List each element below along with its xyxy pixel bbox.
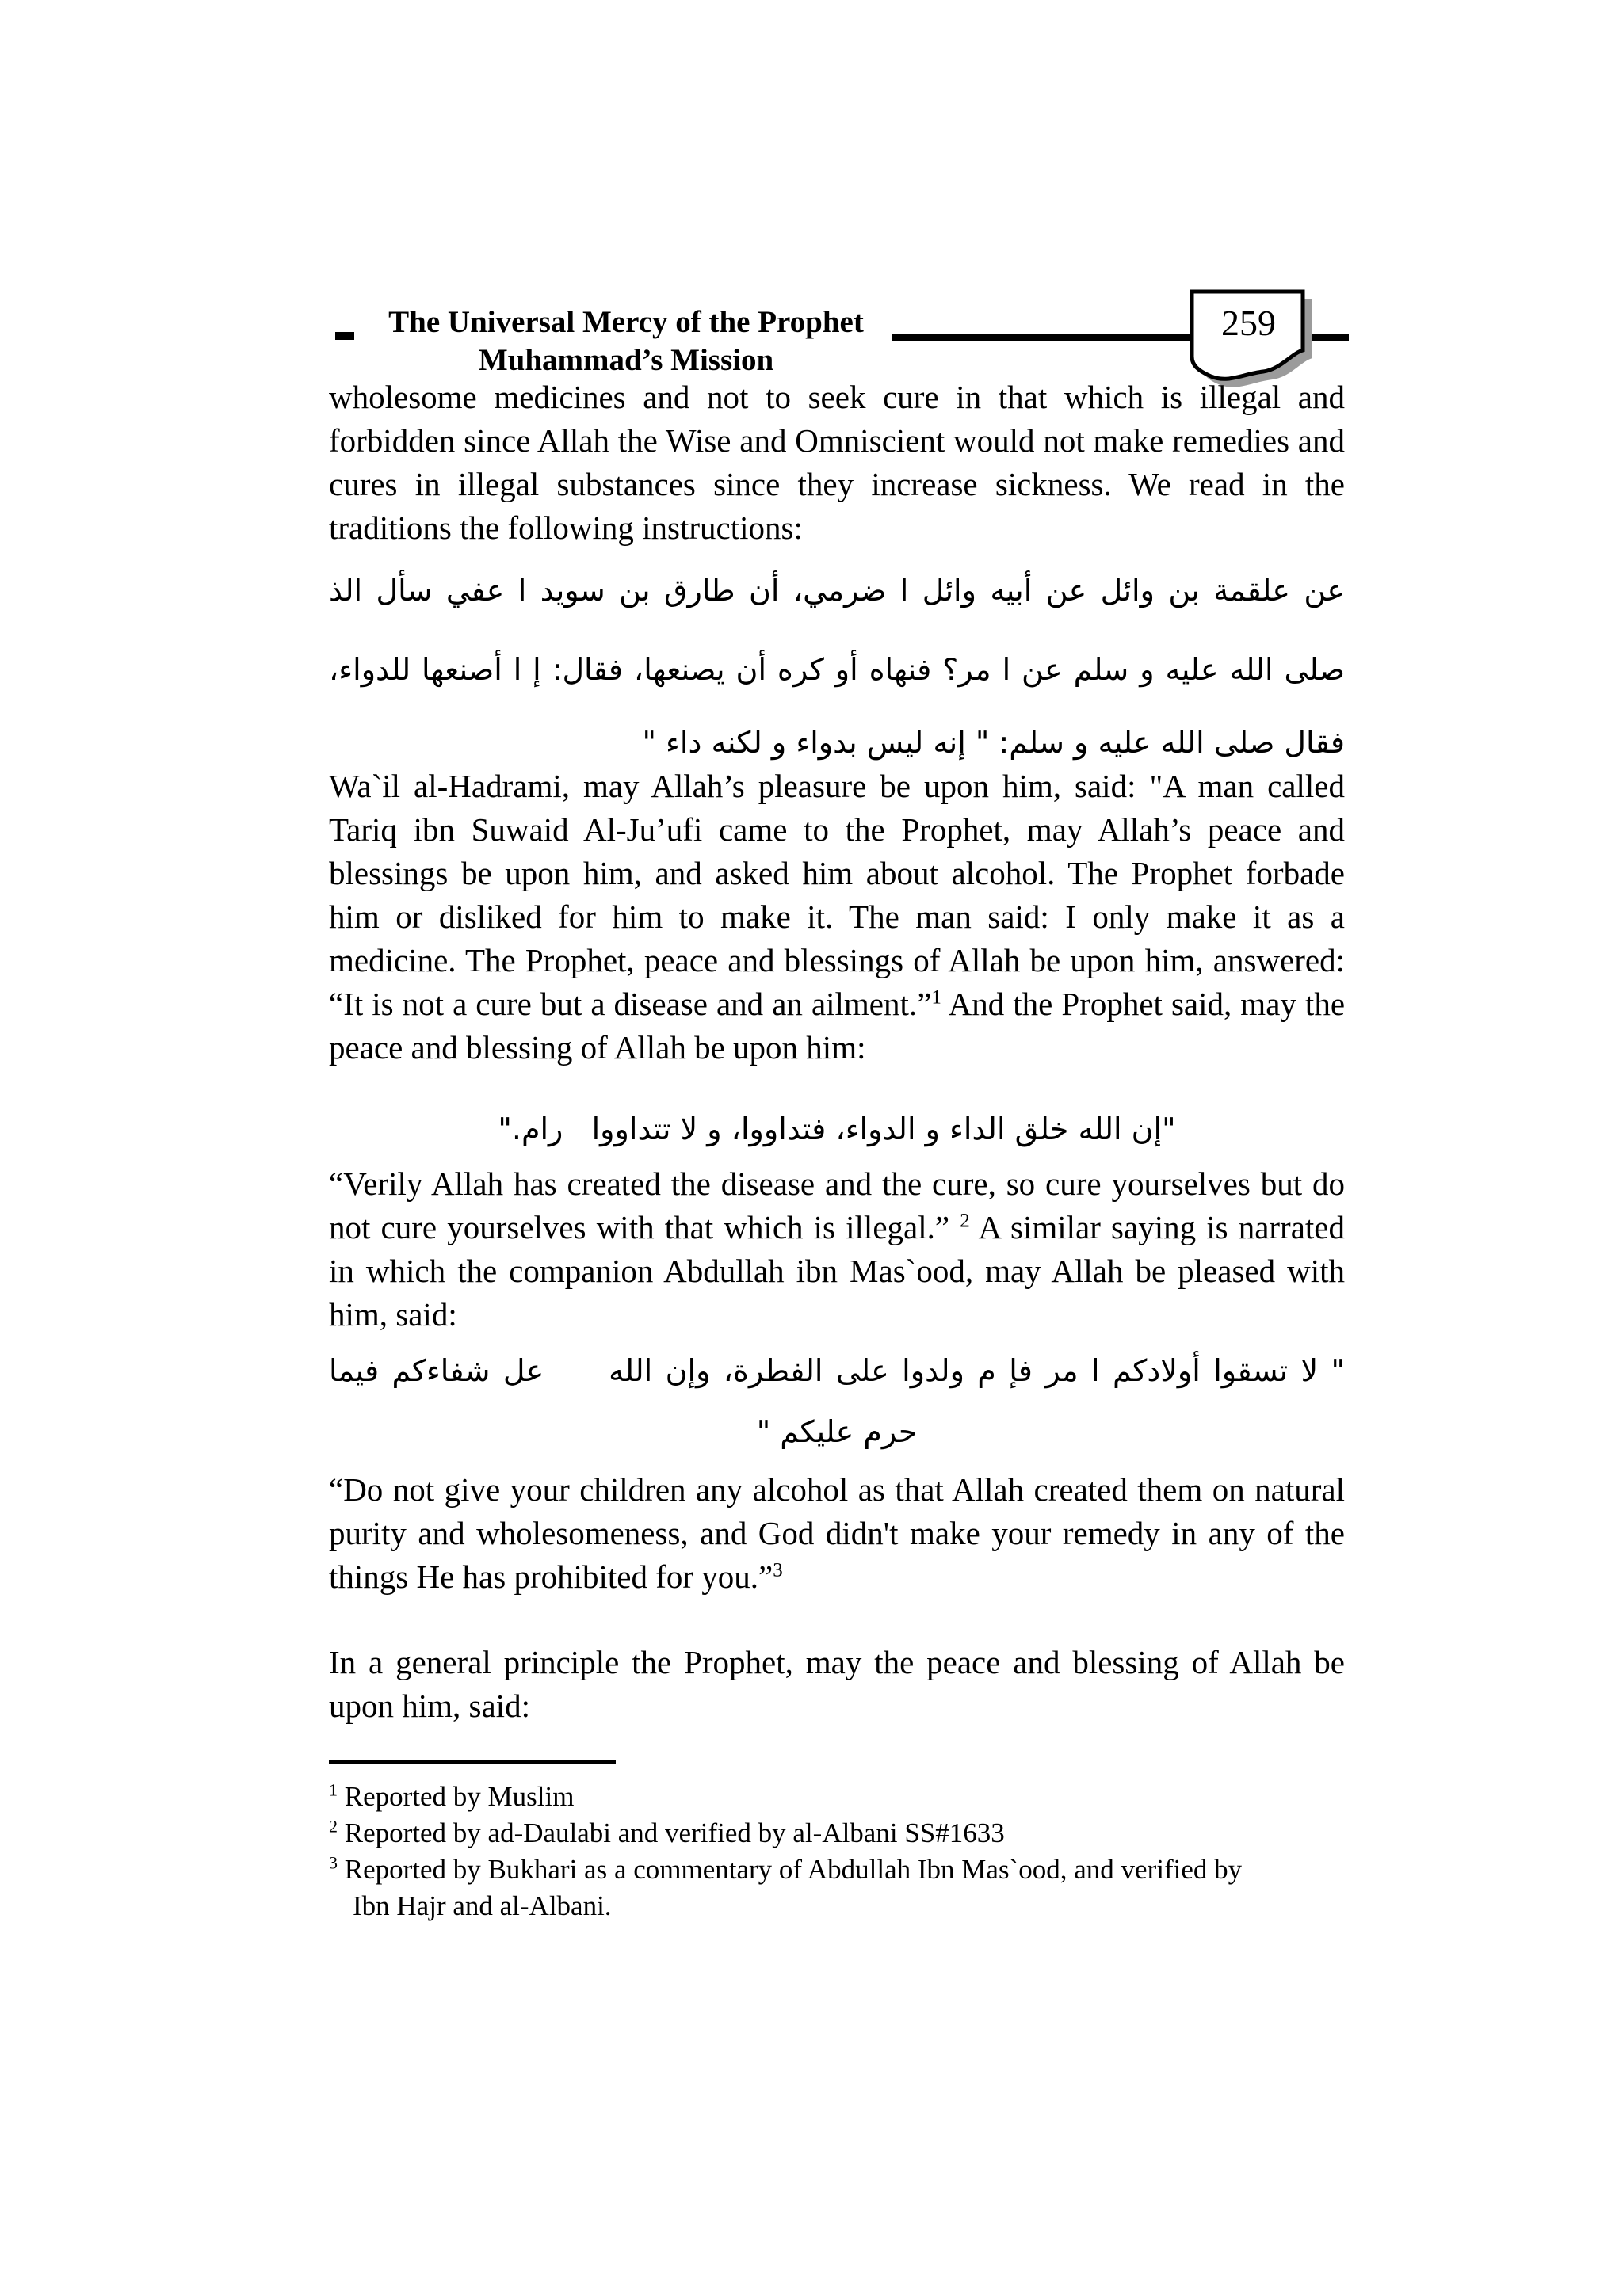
arabic-hadith1-line3: فقال صلى الله عليه و سلم: " إنه ليس بدواء و لكنه داء " xyxy=(642,725,1345,760)
footnote-ref-2: 2 xyxy=(960,1210,970,1232)
paragraph-children-text: “Do not give your children any alcohol as that Allah created them on natural purity and wholesomeness, and God didn't make your remedy in any of the things He has prohibited for you.” xyxy=(329,1471,1345,1595)
paragraph-wail-al-hadrami xyxy=(329,765,1345,1070)
arabic-hadith3-line1: " لا تسقوا أولادكم ا مر فإ م ولدوا على الفطرة، وإن الله عل شفاءكم فيما xyxy=(329,1353,1345,1388)
paragraph-verily-text-after: A similar saying is narrated in which the companion Abdullah ibn Mas`ood, may Allah be pleased with him, said: xyxy=(329,1209,1345,1333)
footnote-ref-3: 3 xyxy=(773,1559,783,1581)
footnote-1 xyxy=(329,1779,1345,1815)
footnote-3 xyxy=(329,1852,1345,1924)
paragraph-do-not-give-children xyxy=(329,1468,1345,1599)
running-header-title xyxy=(349,303,903,379)
paragraph-wail-text: Wa`il al-Hadrami, may Allah’s pleasure be upon him, said: "A man called Tariq ibn Suwaid Al-Ju’ufi came to the Prophet, may Allah’s peace and blessings be upon him, and asked him about alcohol. The Prophet forbade him or disliked for him to make it. The man said: I only make it as a medicine. The Prophet, peace and blessings of Allah be upon him, answered: “It is not a cure but a disease and an ailment.” xyxy=(329,768,1345,1022)
header-title-line2: Muhammad’s Mission xyxy=(478,343,774,377)
paragraph-verily-allah xyxy=(329,1162,1345,1337)
footnote-2-marker: 2 xyxy=(329,1816,338,1836)
footnote-3-text-line2: Ibn Hajr and al-Albani. xyxy=(353,1890,612,1921)
paragraph-verily-text: “Verily Allah has created the disease and the cure, so cure yourselves but do not cure yourselves with that which is illegal.” xyxy=(329,1165,1345,1245)
footnote-divider xyxy=(329,1760,616,1764)
arabic-hadith1-line2: صلى الله عليه و سلم عن ا مر؟ فنهاه أو كره أن يصنعها، فقال: إ ا أصنعها للدواء، xyxy=(329,652,1345,687)
footnote-3-text: Reported by Bukhari as a commentary of Abdullah Ibn Mas`ood, and verified by xyxy=(344,1854,1243,1885)
footnote-1-text: Reported by Muslim xyxy=(344,1781,575,1812)
paragraph-wail-text-after: And the Prophet said, may the peace and blessing of Allah be upon him: xyxy=(329,986,1346,1066)
footnotes-section xyxy=(329,1779,1345,1924)
header-title-line1: The Universal Mercy of the Prophet xyxy=(388,305,864,339)
page-number: 259 xyxy=(1221,303,1276,343)
footnote-3-marker: 3 xyxy=(329,1852,338,1873)
paragraph-wholesome-medicines: wholesome medicines and not to seek cure in that which is illegal and forbidden since Allah the Wise and Omniscient would not make remedies and cures in illegal substances since they increase sickness. We read in the traditions the following instructions: xyxy=(329,379,1345,546)
paragraph-general-principle: In a general principle the Prophet, may the peace and blessing of Allah be upon him, said: xyxy=(329,1644,1345,1724)
arabic-hadith3-line2: حرم عليكم " xyxy=(756,1414,918,1449)
footnote-2-text: Reported by ad-Daulabi and verified by al-Albani SS#1633 xyxy=(344,1817,1005,1848)
arabic-hadith1-line1: عن علقمة بن وائل عن أبيه وائل ا ضرمي، أن طارق بن سويد ا عفي سأل الذ xyxy=(329,573,1345,608)
footnote-ref-1: 1 xyxy=(931,986,941,1009)
header-rule xyxy=(892,334,1197,341)
arabic-hadith2: "إن الله خلق الداء و الدواء، فتداووا، و لا تتداووا رام." xyxy=(498,1112,1176,1146)
footnote-1-marker: 1 xyxy=(329,1779,338,1800)
footnote-2 xyxy=(329,1815,1345,1852)
